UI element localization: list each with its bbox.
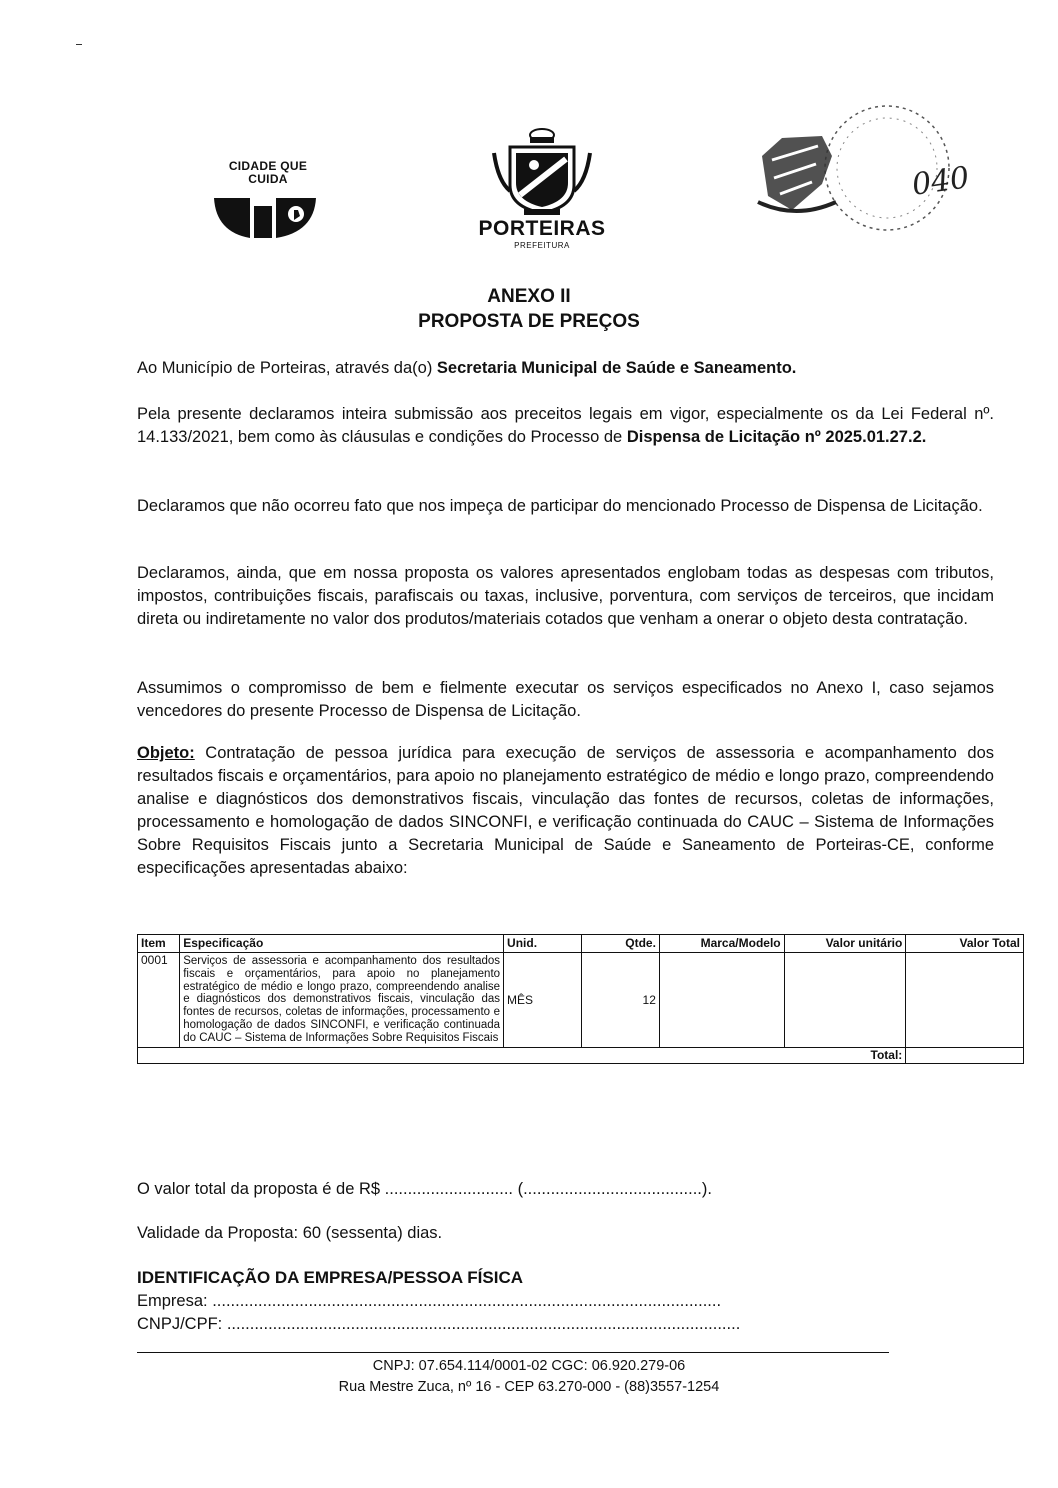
porteiras-crest [462, 125, 622, 255]
cell-qtde: 12 [582, 953, 659, 1048]
header-item: Item [138, 935, 180, 953]
intro-paragraph [137, 357, 994, 380]
header-valor-unitario: Valor unitário [784, 935, 906, 953]
total-value-line: O valor total da proposta é de R$ ............................ (.......................................). [137, 1180, 712, 1198]
cell-marca [659, 953, 784, 1048]
empresa-line: Empresa: ............................................................................................................... [137, 1292, 722, 1310]
footer-address: Rua Mestre Zuca, nº 16 - CEP 63.270-000 - (88)3557-1254 [338, 1379, 720, 1395]
paragraph-declaration: Declaramos que não ocorreu fato que nos impeça de participar do mencionado Processo de Dispensa de Licitação. [137, 497, 983, 515]
validity-line: Validade da Proposta: 60 (sessenta) dias. [137, 1224, 443, 1242]
brand-name: PORTEIRAS [478, 217, 606, 240]
coat-of-arms-icon [462, 125, 622, 217]
stamp [752, 98, 982, 238]
cell-unid: MÊS [504, 953, 582, 1048]
cidade-que-cuida-logo [210, 150, 320, 242]
cnpj-line: CNPJ/CPF: ................................................................................................................ [137, 1315, 741, 1333]
header-qtde: Qtde. [582, 935, 659, 953]
p1-text: Pela presente declaramos inteira submissão aos preceitos legais em vigor, especialmente os da Lei Federal nº. 14.133/2021, bem como às cláusulas e condições do Processo de [137, 405, 994, 446]
proposal-title: PROPOSTA DE PREÇOS [418, 311, 640, 332]
footer-divider [137, 1352, 889, 1353]
intro-bold: Secretaria Municipal de Saúde e Saneamento. [436, 359, 797, 377]
table-row [138, 953, 1024, 1048]
objeto-label: Objeto: [137, 744, 195, 762]
paragraph-costs: Declaramos, ainda, que em nossa proposta os valores apresentados englobam todas as despesas com tributos, impostos, contribuições fiscais, parafiscais ou taxas, inclusive, porventura, com serviços de terceiros, que incidam direta ou indiretamente no valor dos produtos/materiais cotados que venham a onerar o objeto desta contratação. [137, 564, 994, 628]
annex-title: ANEXO II [487, 286, 571, 307]
table-total-row [138, 1047, 1024, 1063]
cell-spec: Serviços de assessoria e acompanhamento dos resultados fiscais e orçamentários, para apoio no planejamento estratégico de médio e longo prazo, compreendendo analise e diagnósticos dos demonstrativos fiscais, vinculação das fontes de recursos, coletas de informações, processamento e homologação de dados SINCONFI, e verificação continuada do CAUC – Sistema de Informações Sobre Requisitos Fiscais [180, 953, 504, 1048]
cell-item: 0001 [138, 953, 180, 1048]
paragraph-submission [137, 403, 994, 449]
page-number: 040 [909, 160, 972, 203]
scan-mark [76, 44, 82, 45]
footer-cnpj: CNPJ: 07.654.114/0001-02 CGC: 06.920.279-06 [372, 1358, 686, 1374]
paragraph-objeto [137, 742, 994, 880]
header-marca: Marca/Modelo [659, 935, 784, 953]
total-value [906, 1047, 1024, 1063]
cell-valor-unitario [784, 953, 906, 1048]
header-valor-total: Valor Total [906, 935, 1024, 953]
p1-bold: Dispensa de Licitação nº 2025.01.27.2. [626, 428, 927, 446]
identification-title: IDENTIFICAÇÃO DA EMPRESA/PESSOA FÍSICA [137, 1268, 523, 1287]
paragraph-commitment: Assumimos o compromisso de bem e fielmente executar os serviços especificados no Anexo I, caso sejamos vencedores do presente Processo de Dispensa de Licitação. [137, 679, 994, 720]
price-table [137, 934, 1024, 1064]
header-unid: Unid. [504, 935, 582, 953]
header-spec: Especificação [180, 935, 504, 953]
cell-valor-total [906, 953, 1024, 1048]
total-label: Total: [138, 1047, 906, 1063]
objeto-text: Contratação de pessoa jurídica para execução de serviços de assessoria e acompanhamento dos resultados fiscais e orçamentários, para apoio no planejamento estratégico de médio e longo prazo, compreendendo analise e diagnósticos dos demonstrativos fiscais, vinculação das fontes de recursos, coletas de informações, processamento e homologação de dados SINCONFI, e verificação continuada do CAUC – Sistema de Informações Sobre Requisitos Fiscais junto a Secretaria Municipal de Saúde e Saneamento de Porteiras-CE, conforme especificações apresentadas abaixo: [137, 744, 994, 877]
intro-text: Ao Município de Porteiras, através da(o) [137, 359, 437, 377]
brand-subtitle: PREFEITURA [514, 241, 570, 250]
logo-left-text: CIDADE QUE CUIDA [228, 159, 308, 186]
table-header-row [138, 935, 1024, 953]
